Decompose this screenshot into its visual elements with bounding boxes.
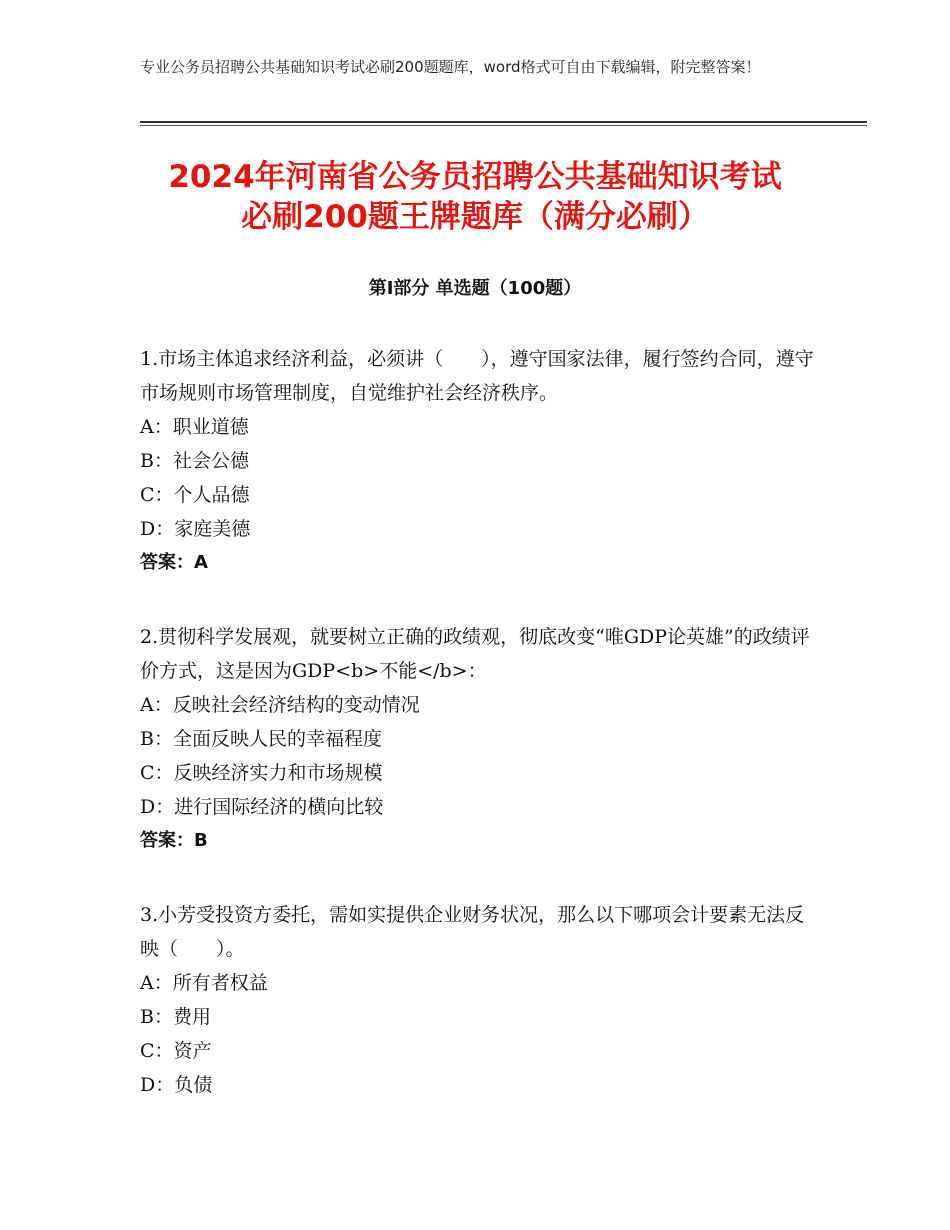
question-stem: 3.小芳受投资方委托，需如实提供企业财务状况，那么以下哪项会计要素无法反映（ ）。 xyxy=(140,904,805,960)
question-1 xyxy=(140,342,820,580)
option-b: B：社会公德 xyxy=(140,450,249,472)
option-c: C：反映经济实力和市场规模 xyxy=(140,762,383,784)
option-b: B：全面反映人民的幸福程度 xyxy=(140,728,382,750)
option-c: C：个人品德 xyxy=(140,484,250,506)
option-a: A：所有者权益 xyxy=(140,972,268,994)
option-d: D：家庭美德 xyxy=(140,518,251,540)
section-heading: 第Ⅰ部分 单选题（100题） xyxy=(368,278,582,299)
question-3 xyxy=(140,898,820,1102)
header-rule-thick xyxy=(140,121,867,123)
header-rule-thin xyxy=(140,125,867,126)
question-2 xyxy=(140,620,820,858)
option-c: C：资产 xyxy=(140,1040,212,1062)
answer: 答案：B xyxy=(140,830,208,851)
title-line-2: 必刷200题王牌题库（满分必刷） xyxy=(241,199,709,235)
question-stem: 2.贯彻科学发展观，就要树立正确的政绩观，彻底改变“唯GDP论英雄”的政绩评价方式，这是因为GDP<b>不能</b>： xyxy=(140,626,810,682)
question-stem: 1.市场主体追求经济利益，必须讲（ ），遵守国家法律，履行签约合同，遵守市场规则市场管理制度，自觉维护社会经济秩序。 xyxy=(140,348,814,404)
title-line-1: 2024年河南省公务员招聘公共基础知识考试 xyxy=(168,159,782,195)
option-b: B：费用 xyxy=(140,1006,211,1028)
document-title xyxy=(100,157,850,237)
option-a: A：职业道德 xyxy=(140,416,249,438)
option-a: A：反映社会经济结构的变动情况 xyxy=(140,694,420,716)
header-note: 专业公务员招聘公共基础知识考试必刷200题题库，word格式可自由下载编辑，附完整答案！ xyxy=(140,58,761,76)
option-d: D：进行国际经济的横向比较 xyxy=(140,796,384,818)
answer: 答案：A xyxy=(140,552,208,573)
option-d: D：负债 xyxy=(140,1074,213,1096)
question-list xyxy=(140,342,820,1142)
